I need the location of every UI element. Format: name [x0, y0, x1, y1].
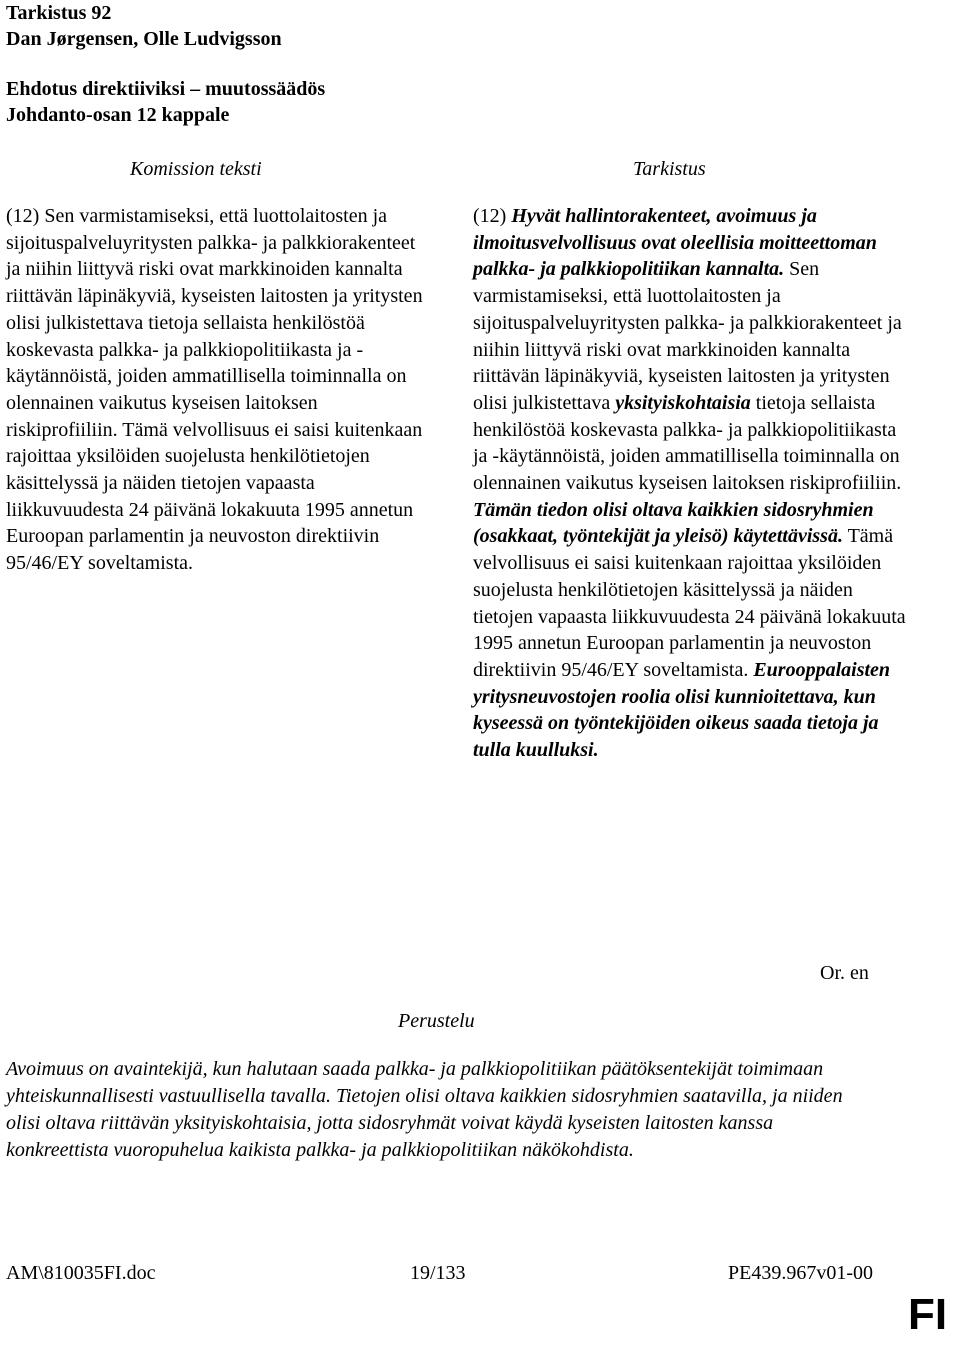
justification-text: Avoimuus on avaintekijä, kun halutaan saada palkka- ja palkkiopolitiikan päätöksentekijät toimimaan yhteiskunnallisesti vastuullisella tavalla. Tietojen olisi oltava kaikkien sidosryhmien saatavilla, ja niiden olisi oltava riittävän yksityiskohtaisia, jotta sidosryhmät voivat käydä kyseisten laitosten kanssa konkreettista vuoropuhelua kaikista palkka- ja palkkiopolitiikan näkökohdista. — [6, 1058, 843, 1161]
amendment-plain-text: (12) — [473, 205, 512, 227]
footer-page-number: 19/133 — [410, 1262, 466, 1284]
amendment-plain-text: Tämä velvollisuus ei saisi kuitenkaan rajoittaa yksilöiden suojelusta henkilötietojen käsittelyssä ja näiden tietojen vapaasta liikkuvuudesta 24 päivänä lokakuuta 1995 annetun Euroopan parlamentin ja neuvoston direktiivin 95/46/EY soveltamista. — [473, 525, 906, 681]
amendment-text — [473, 203, 913, 764]
amendment-title: Tarkistus 92 — [6, 2, 112, 24]
amendment-text-body — [473, 203, 913, 764]
justification-heading: Perustelu — [398, 1010, 475, 1032]
footer-doc-ref: AM\810035FI.doc — [6, 1262, 156, 1284]
original-language: Or. en — [820, 962, 869, 984]
left-column-heading: Komission teksti — [130, 158, 262, 180]
amendment-plain-text: Sen varmistamiseksi, että luottolaitosten ja sijoituspalveluyritysten palkka- ja palkkiorakenteet ja niihin liittyvä riski ovat markkinoiden kannalta riittävän läpinäkyviä, kyseisten laitosten ja yritysten olisi julkistettava — [473, 258, 902, 414]
amendment-added-text: Eurooppalaisten yritysneuvostojen roolia olisi kunnioitettava, kun kyseessä on työntekijöiden oikeus saada tietoja ja tulla kuulluksi. — [473, 658, 891, 762]
commission-text — [6, 203, 426, 577]
language-code: FI — [908, 1290, 948, 1339]
amendment-added-text: Tämän tiedon olisi oltava kaikkien sidosryhmien (osakkaat, työntekijät ja yleisö) käytettävissä. — [473, 498, 874, 548]
amendment-plain-text: tietoja sellaista henkilöstöä koskevasta palkka- ja palkkiopolitiikasta ja -käytännöistä, joiden ammatillisella toiminnalla on olennainen vaikutus kyseisen laitoksen riskiprofiiliin. — [473, 391, 902, 495]
proposal-title: Ehdotus direktiiviksi – muutossäädös — [6, 78, 326, 100]
commission-text-body: (12) Sen varmistamiseksi, että luottolaitosten ja sijoituspalveluyritysten palkka- ja palkkiorakenteet ja niihin liittyvä riski ovat markkinoiden kannalta riittävän läpinäkyviä, kyseisten laitosten ja yritysten olisi julkistettava tietoja sellaista henkilöstöä koskevasta palkka- ja palkkiopolitiikasta ja -käytännöistä, joiden ammatillisella toiminnalla on olennainen vaikutus kyseisen laitoksen riskiprofiiliin. Tämä velvollisuus ei saisi kuitenkaan rajoittaa yksilöiden suojelusta henkilötietojen käsittelyssä ja näiden tietojen vapaasta liikkuvuudesta 24 päivänä lokakuuta 1995 annetun Euroopan parlamentin ja neuvoston direktiivin 95/46/EY soveltamista. — [6, 205, 423, 575]
authors: Dan Jørgensen, Olle Ludvigsson — [6, 28, 282, 50]
amendment-added-text: yksityiskohtaisia — [615, 391, 751, 414]
reference: Johdanto-osan 12 kappale — [6, 104, 230, 126]
amendment-added-text: Hyvät hallintorakenteet, avoimuus ja ilmoitusvelvollisuus ovat oleellisia moitteettoman palkka- ja palkkiopolitiikan kannalta. — [473, 205, 877, 281]
footer-pe-number: PE439.967v01-00 — [728, 1262, 873, 1284]
right-column-heading: Tarkistus — [633, 158, 706, 180]
